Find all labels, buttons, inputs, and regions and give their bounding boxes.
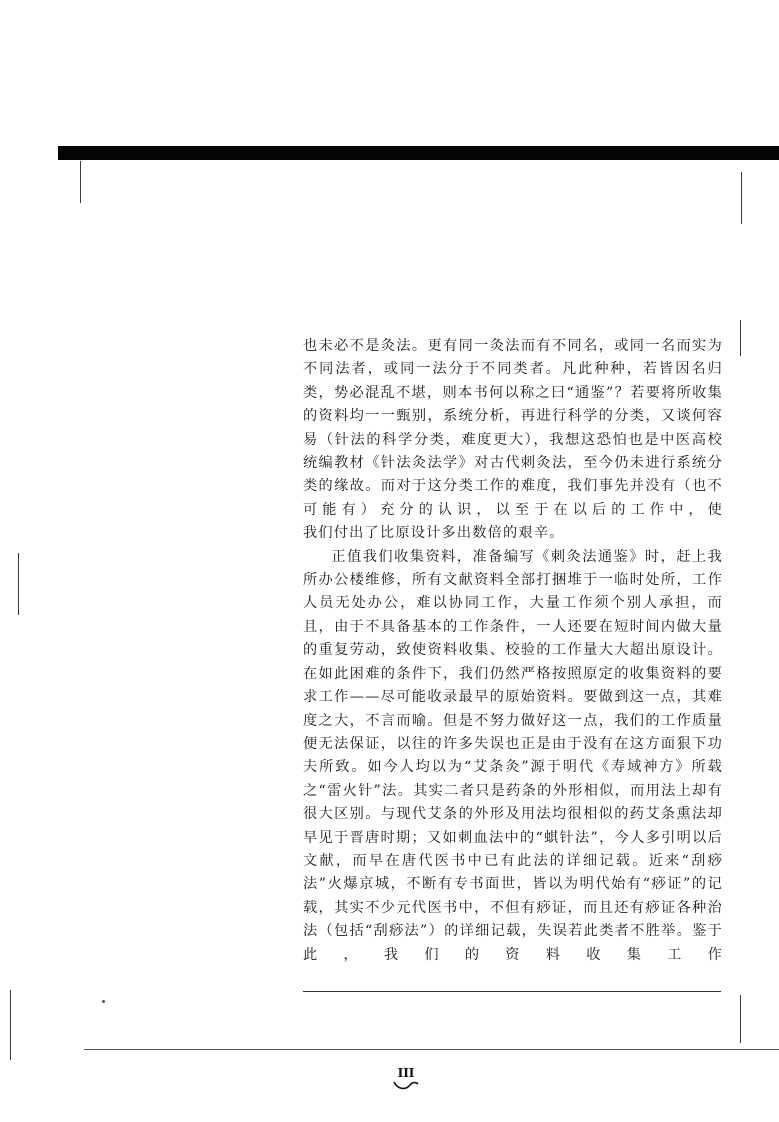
bottom-frame-line xyxy=(84,1049,779,1050)
left-margin-mark xyxy=(18,553,19,615)
page-number: III xyxy=(397,1066,415,1080)
header-black-bar xyxy=(58,146,779,160)
paragraph-1 xyxy=(303,335,723,546)
right-frame-line-upper xyxy=(741,172,742,224)
paragraph-1-last-line: 我们付出了比原设计多出数倍的艰辛。 xyxy=(303,525,565,542)
paragraph-2-text: 正值我们收集资料，准备编写《刺灸法通鉴》时，赶上我所办公楼维修，所有文献资料全部打捆堆于一临时处所，工作人员无处办公，难以协同工作，大量工作须个别人承担，而且，由于不具备基本的工作条件，一人还要在短时间内做大量的重复劳动，致使资料收集、校验的工作量大大超出原设计。在如此困难的条件下，我们仍然严格按照原定的收集资料的要求工作——尽可能收录最早的原始资料。要做到这一点，其难度之大，不言而喻。但是不努力做好这一点，我们的工作质量便无法保证，以往的许多失误也正是由于没有在这方面狠下功夫所致。如今人均以为“艾条灸”源于明代《寿域神方》所载之“雷火针”法。其实二者只是药条的外形相似，而用法上却有很大区别。与现代艾条的外形及用法均很相似的药艾条熏法却早见于晋唐时期；又如刺血法中的“蜞针法”，今人多引明以后文献，而早在唐代医书中已有此法的详细记载。近来“刮痧法”火爆京城，不断有专书面世，皆以为明代始有“痧证”的记载，其实不少元代医书中，不但有痧证，而且还有痧证各种治法（包括“刮痧法”）的详细记载，失误若此类者不胜举。鉴于此，我们的资料收集工作 xyxy=(303,548,723,963)
left-frame-line xyxy=(80,161,81,203)
paragraph-1-text: 也未必不是灸法。更有同一灸法而有不同名，或同一名而实为不同法者，或同一法分于不同类者。凡此种种，若皆因名归类，势必混乱不堪，则本书何以称之曰“通鉴”？若要将所收集的资料均一一甄别，系统分析，再进行科学的分类，又谈何容易（针法的科学分类，难度更大），我想这恐怕也是中医高校统编教材《针法灸法学》对古代刺灸法，至今仍未进行系统分类的缘故。而对于这分类工作的难度，我们事先并没有（也不可能有）充分的认识，以至于在以后的工作中，使 xyxy=(303,338,723,518)
page-number-swirl-icon xyxy=(392,1078,420,1092)
scan-speck xyxy=(102,1000,105,1003)
paragraph-2 xyxy=(303,546,723,967)
left-margin-mark-lower xyxy=(10,990,11,1060)
body-text xyxy=(303,335,723,967)
right-frame-line-lower xyxy=(740,995,741,1043)
right-frame-line-middle xyxy=(740,320,741,356)
footer-rule xyxy=(303,991,721,992)
